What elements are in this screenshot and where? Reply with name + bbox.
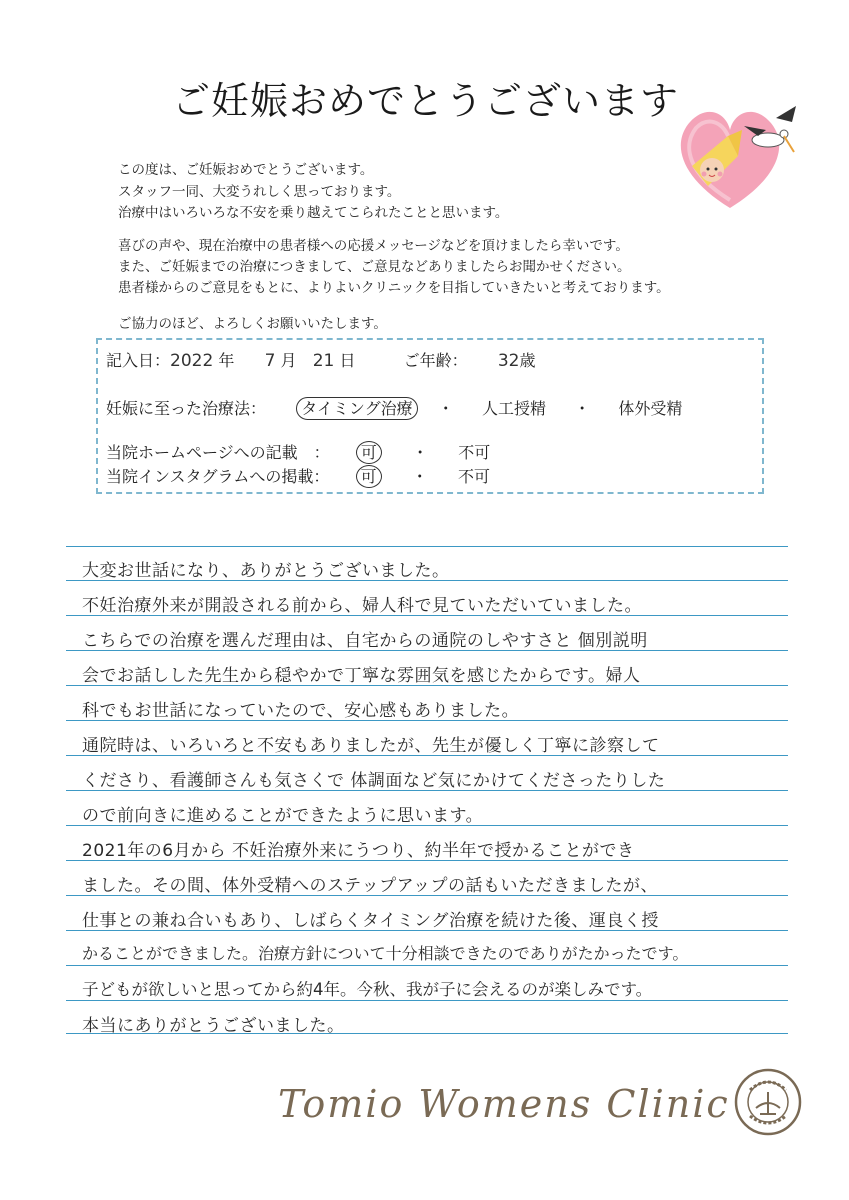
homepage-sep: ・ bbox=[412, 443, 429, 462]
date-month: 7 bbox=[264, 351, 276, 371]
month-unit: 月 bbox=[280, 351, 297, 370]
message-line: 子どもが欲しいと思ってから約4年。今秋、我が子に会えるのが楽しみです。 bbox=[82, 980, 653, 999]
day-unit: 日 bbox=[339, 351, 356, 370]
clinic-logo-text: Tomio Womens Clinic bbox=[278, 1082, 730, 1126]
homepage-ok-selected: 可 bbox=[356, 441, 382, 464]
instagram-sep: ・ bbox=[411, 467, 428, 486]
date-day: 21 bbox=[312, 351, 335, 371]
message-line: 会でお話しした先生から穏やかで丁寧な雰囲気を感じたからです。婦人 bbox=[82, 666, 641, 686]
date-row bbox=[106, 348, 536, 371]
intro-line: また、ご妊娠までの治療につきまして、ご意見などありましたらお聞かせください。 bbox=[118, 259, 631, 275]
method-ivf: 体外受精 bbox=[618, 399, 683, 418]
message-line: 本当にありがとうございました。 bbox=[82, 1016, 345, 1036]
message-line: ので前向きに進めることができたように思います。 bbox=[82, 806, 484, 826]
intro-line: 治療中はいろいろな不安を乗り越えてこられたことと思います。 bbox=[118, 205, 509, 221]
message-line: こちらでの治療を選んだ理由は、自宅からの通院のしやすさと 個別説明 bbox=[82, 631, 648, 651]
page-title: ご妊娠おめでとうございます bbox=[172, 79, 680, 123]
message-line: 仕事との兼ね合いもあり、しばらくタイミング治療を続けた後、運良く授 bbox=[82, 911, 659, 931]
age-unit: 歳 bbox=[519, 351, 536, 370]
message-line: 2021年の6月から 不妊治療外来にうつり、約半年で授かることができ bbox=[82, 841, 635, 861]
intro-line: スタッフ一同、大変うれしく思っております。 bbox=[118, 184, 401, 200]
homepage-ng: 不可 bbox=[458, 443, 491, 462]
date-label: 記入日： bbox=[106, 351, 171, 370]
instagram-ok-selected: 可 bbox=[356, 465, 382, 488]
date-year: 2022 bbox=[170, 351, 214, 371]
message-line: 大変お世話になり、ありがとうございました。 bbox=[82, 561, 450, 581]
instagram-label: 当院インスタグラムへの掲載： bbox=[106, 467, 330, 486]
message-line: くださり、看護師さんも気さくで 体調面など気にかけてくださったりした bbox=[82, 771, 666, 791]
method-sep: ・ bbox=[574, 399, 591, 418]
method-timing-selected: タイミング治療 bbox=[296, 397, 417, 420]
age-label: ご年齢： bbox=[403, 351, 468, 370]
intro-line: ご協力のほど、よろしくお願いいたします。 bbox=[118, 316, 387, 332]
message-line: 不妊治療外来が開設される前から、婦人科で見ていただいていました。 bbox=[82, 596, 642, 616]
heart-stork-illustration bbox=[668, 96, 798, 216]
method-row bbox=[106, 396, 682, 419]
homepage-label: 当院ホームページへの記載 ： bbox=[106, 443, 330, 462]
year-unit: 年 bbox=[218, 351, 235, 370]
method-label: 妊娠に至った治療法： bbox=[106, 399, 267, 418]
intro-line: 患者様からのご意見をもとに、よりよいクリニックを目指していきたいと考えております。 bbox=[118, 280, 670, 296]
method-iui: 人工授精 bbox=[481, 399, 546, 418]
instagram-row bbox=[106, 464, 490, 487]
message-line: かることができました。治療方針について十分相談できたのでありがたかったです。 bbox=[82, 944, 689, 963]
form-box bbox=[96, 338, 764, 494]
message-line: 通院時は、いろいろと不安もありましたが、先生が優しく丁寧に診察して bbox=[82, 736, 660, 756]
age-value: 32 bbox=[497, 351, 520, 371]
method-sep: ・ bbox=[437, 399, 454, 418]
intro-line: この度は、ご妊娠おめでとうございます。 bbox=[118, 162, 374, 178]
rule-line bbox=[66, 1000, 788, 1001]
intro-line: 喜びの声や、現在治療中の患者様への応援メッセージなどを頂けましたら幸いです。 bbox=[118, 238, 629, 254]
clinic-seal-icon bbox=[734, 1068, 802, 1136]
homepage-row bbox=[106, 440, 490, 463]
rule-line bbox=[66, 546, 788, 547]
rule-line bbox=[66, 965, 788, 966]
message-line: 科でもお世話になっていたので、安心感もありました。 bbox=[82, 701, 520, 721]
instagram-ng: 不可 bbox=[457, 467, 490, 486]
message-line: ました。その間、体外受精へのステップアップの話もいただきましたが、 bbox=[82, 876, 658, 896]
